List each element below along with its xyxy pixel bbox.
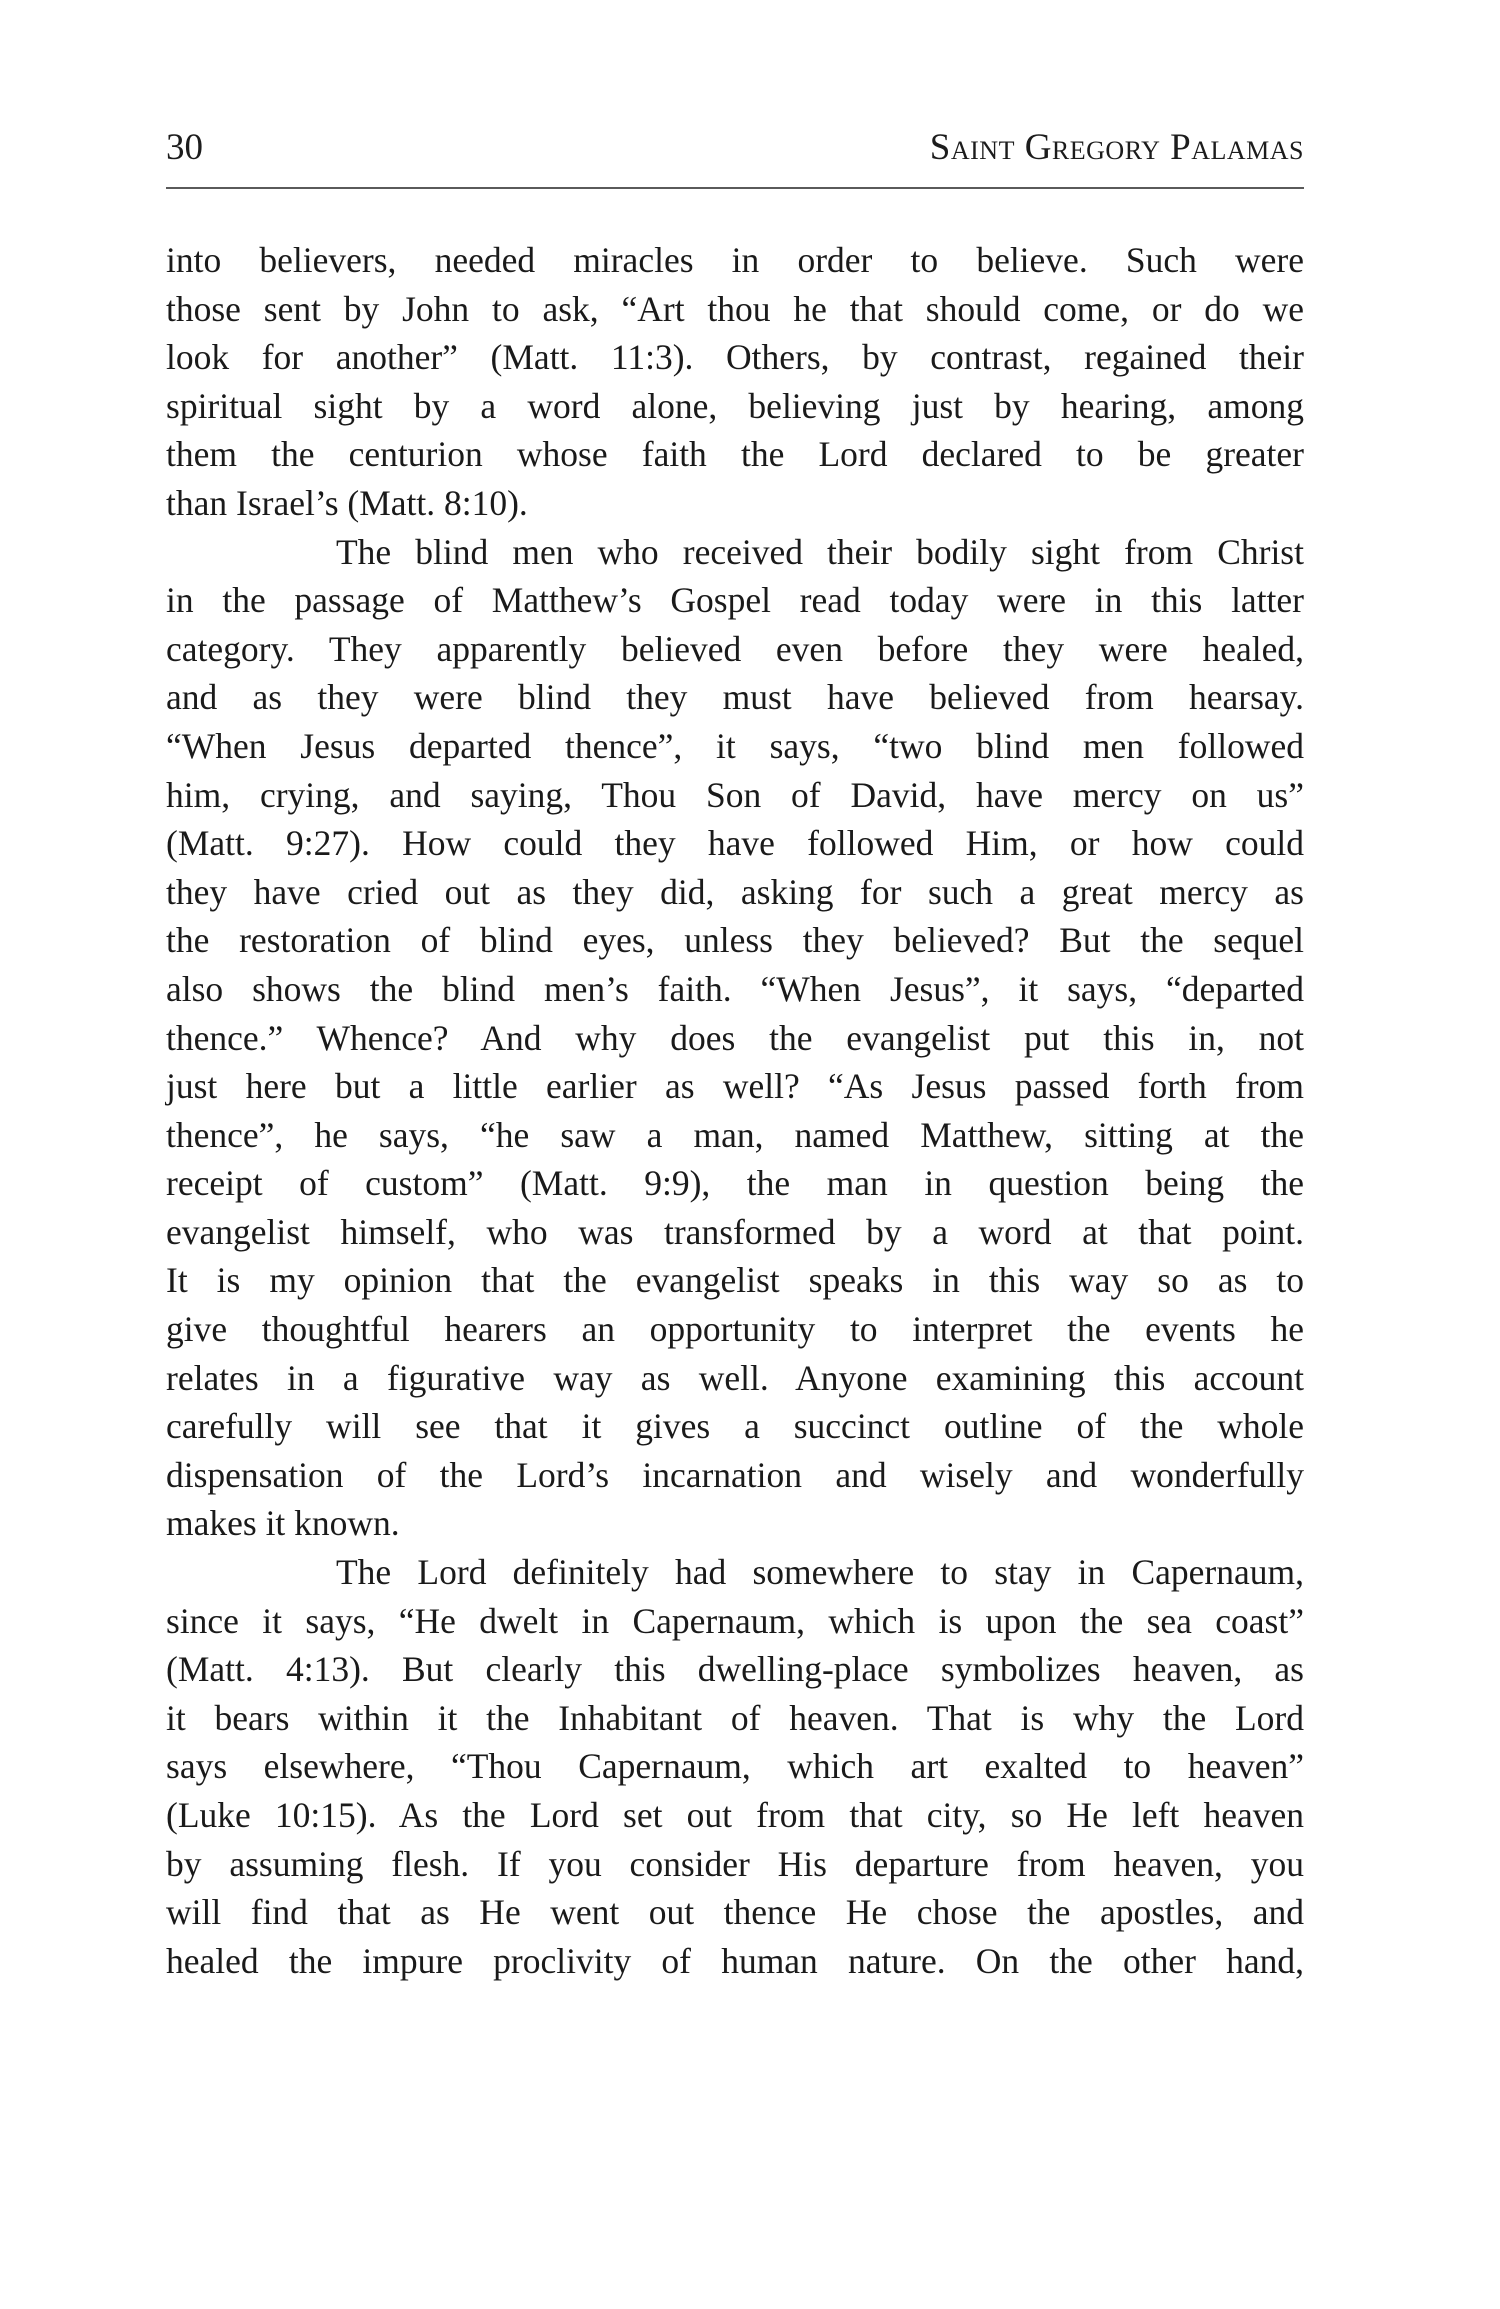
text-line: (Matt. 9:27). How could they have followed Him, or how could bbox=[166, 823, 1304, 864]
paragraph-3 bbox=[166, 1548, 1304, 1985]
text-line: just here but a little earlier as well? “As Jesus passed forth from bbox=[166, 1066, 1304, 1107]
text-line: dispensation of the Lord’s incarnation and wisely and wonderfully bbox=[166, 1454, 1304, 1495]
text-line: says elsewhere, “Thou Capernaum, which art exalted to heaven” bbox=[166, 1746, 1304, 1787]
running-head bbox=[166, 124, 1304, 168]
text-line: receipt of custom” (Matt. 9:9), the man in question being the bbox=[166, 1163, 1304, 1204]
text-line: and as they were blind they must have believed from hearsay. bbox=[166, 677, 1304, 718]
text-line: also shows the blind men’s faith. “When Jesus”, it says, “departed bbox=[166, 968, 1304, 1009]
text-line: The blind men who received their bodily sight from Christ bbox=[336, 531, 1304, 572]
text-line: thence”, he says, “he saw a man, named Matthew, sitting at the bbox=[166, 1114, 1304, 1155]
text-line: the restoration of blind eyes, unless they believed? But the sequel bbox=[166, 920, 1304, 961]
text-line: (Luke 10:15). As the Lord set out from that city, so He left heaven bbox=[166, 1795, 1304, 1835]
text-line: evangelist himself, who was transformed by a word at that point. bbox=[166, 1211, 1304, 1252]
running-title: Saint Gregory Palamas bbox=[929, 127, 1304, 168]
text-line: by assuming flesh. If you consider His departure from heaven, you bbox=[166, 1843, 1304, 1884]
text-line: carefully will see that it gives a succinct outline of the whole bbox=[166, 1406, 1304, 1447]
text-line: relates in a figurative way as well. Anyone examining this account bbox=[166, 1357, 1304, 1398]
text-line: look for another” (Matt. 11:3). Others, by contrast, regained their bbox=[166, 337, 1304, 378]
text-line: thence.” Whence? And why does the evangelist put this in, not bbox=[166, 1017, 1304, 1058]
body-text bbox=[166, 236, 1304, 1985]
text-line: spiritual sight by a word alone, believing just by hearing, among bbox=[166, 385, 1304, 426]
text-line: than Israel’s (Matt. 8:10). bbox=[166, 482, 528, 523]
header-rule bbox=[166, 187, 1304, 189]
text-line: them the centurion whose faith the Lord declared to be greater bbox=[166, 434, 1304, 475]
text-line: in the passage of Matthew’s Gospel read today were in this latter bbox=[166, 580, 1304, 621]
text-line: it bears within it the Inhabitant of heaven. That is why the Lord bbox=[166, 1697, 1304, 1738]
text-line: (Matt. 4:13). But clearly this dwelling-place symbolizes heaven, as bbox=[166, 1649, 1304, 1690]
page-number: 30 bbox=[166, 127, 203, 168]
text-line: into believers, needed miracles in order to believe. Such were bbox=[166, 240, 1304, 280]
text-line: makes it known. bbox=[166, 1503, 400, 1544]
paragraph-2 bbox=[166, 528, 1304, 1548]
text-line: him, crying, and saying, Thou Son of David, have mercy on us” bbox=[166, 774, 1304, 815]
text-line: healed the impure proclivity of human nature. On the other hand, bbox=[166, 1940, 1304, 1981]
text-line: they have cried out as they did, asking for such a great mercy as bbox=[166, 871, 1304, 912]
text-line: It is my opinion that the evangelist speaks in this way so as to bbox=[166, 1260, 1304, 1301]
text-line: since it says, “He dwelt in Capernaum, which is upon the sea coast” bbox=[166, 1600, 1304, 1641]
text-line: will find that as He went out thence He chose the apostles, and bbox=[166, 1892, 1304, 1933]
text-line: those sent by John to ask, “Art thou he that should come, or do we bbox=[166, 288, 1304, 329]
text-line: category. They apparently believed even before they were healed, bbox=[166, 628, 1304, 669]
paragraph-1 bbox=[166, 236, 1304, 528]
text-line: give thoughtful hearers an opportunity to interpret the events he bbox=[166, 1309, 1304, 1350]
text-line: The Lord definitely had somewhere to stay in Capernaum, bbox=[336, 1552, 1304, 1593]
text-line: “When Jesus departed thence”, it says, “two blind men followed bbox=[166, 725, 1304, 766]
